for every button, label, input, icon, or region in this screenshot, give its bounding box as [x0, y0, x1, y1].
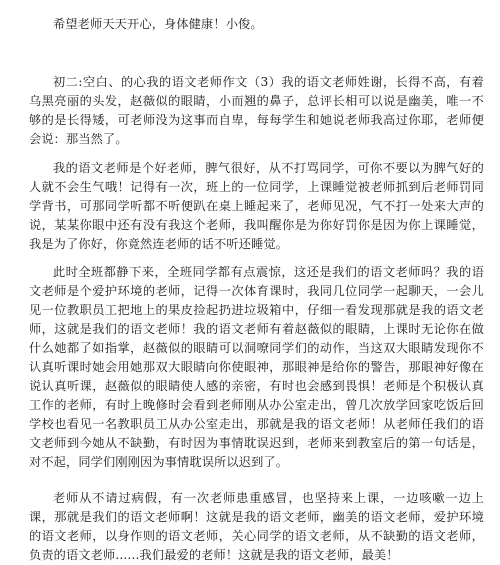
paragraph-closing-line: 希望老师天天开心，身体健康！小俊。 [53, 17, 263, 31]
paragraph-teacher-temper: 我的语文老师是个好老师，脾气很好，从不打骂同学，可你不要以为脾气好的人就不会生气哦！记得有一次，班上的一位同学，上课睡觉被老师抓到后老师罚同学背书，可那同学听都不听便趴在桌上睡起来了，老师见况，气不打一处来大声的说，某某你眼中还有没有我这个老师，我叫醒你是为你好罚你是因为你上课睡觉，我是为了你好，你竟然连老师的话不听还睡觉。 [29, 161, 484, 251]
paragraph-teacher-appearance: 初二:空白、的心我的语文老师作文（3）我的语文老师姓谢，长得不高，有着乌黑亮丽的头发，赵薇似的眼睛，小而翘的鼻子，总评长相可以说是幽美，唯一不够的是长得矮，可老师没为这事而自卑，每每学生和她说老师我高过你耶，老师便会说：那当然了。 [29, 75, 484, 146]
paragraph-teacher-summary: 老师从不请过病假，有一次老师患重感冒，也坚持来上课，一边咳嗽一边上课，那就是我们的语文老师啊！这就是我的语文老师，幽美的语文老师，爱护环境的语文老师，以身作则的语文老师，关心同学的语文老师，从不缺勤的语文老师，负责的语文老师......我们最爱的老师！这就是我的语文老师，最美！ [29, 491, 484, 562]
paragraph-teacher-virtues: 此时全班都静下来，全班同学都有点震惊，这还是我们的语文老师吗？我的语文老师是个爱护环境的老师，记得一次体育课时，我同几位同学一起聊天，一会儿见一位教职员工把地上的果皮捡起扔进垃圾箱中，仔细一看发现那就是我的语文老师，这就是我们的语文老师！我的语文老师有着赵薇似的眼睛，上课时无论你在做什么她都了如指掌，赵薇似的眼睛可以洞嘹同学们的动作，当这双大眼睛发现你不认真听课时她会用她那双大眼睛向你使眼神，那眼神是给你的警告，那眼神好像在说认真听课，赵薇似的眼睛使人感的亲密，有时也会感到畏惧！老师是个积极认真工作的老师，有时上晚修时会看到老师刚从办公室走出，曾几次放学回家吃饭后回学校也看见一名教职员工从办公室走出，那就是我的语文老师！从老师任我们的语文老师到今她从不缺勤，有时因为事情耽误迟到，老师来到教室后的第一句话是，对不起，同学们刚刚因为事情耽误所以迟到了。 [29, 265, 484, 469]
